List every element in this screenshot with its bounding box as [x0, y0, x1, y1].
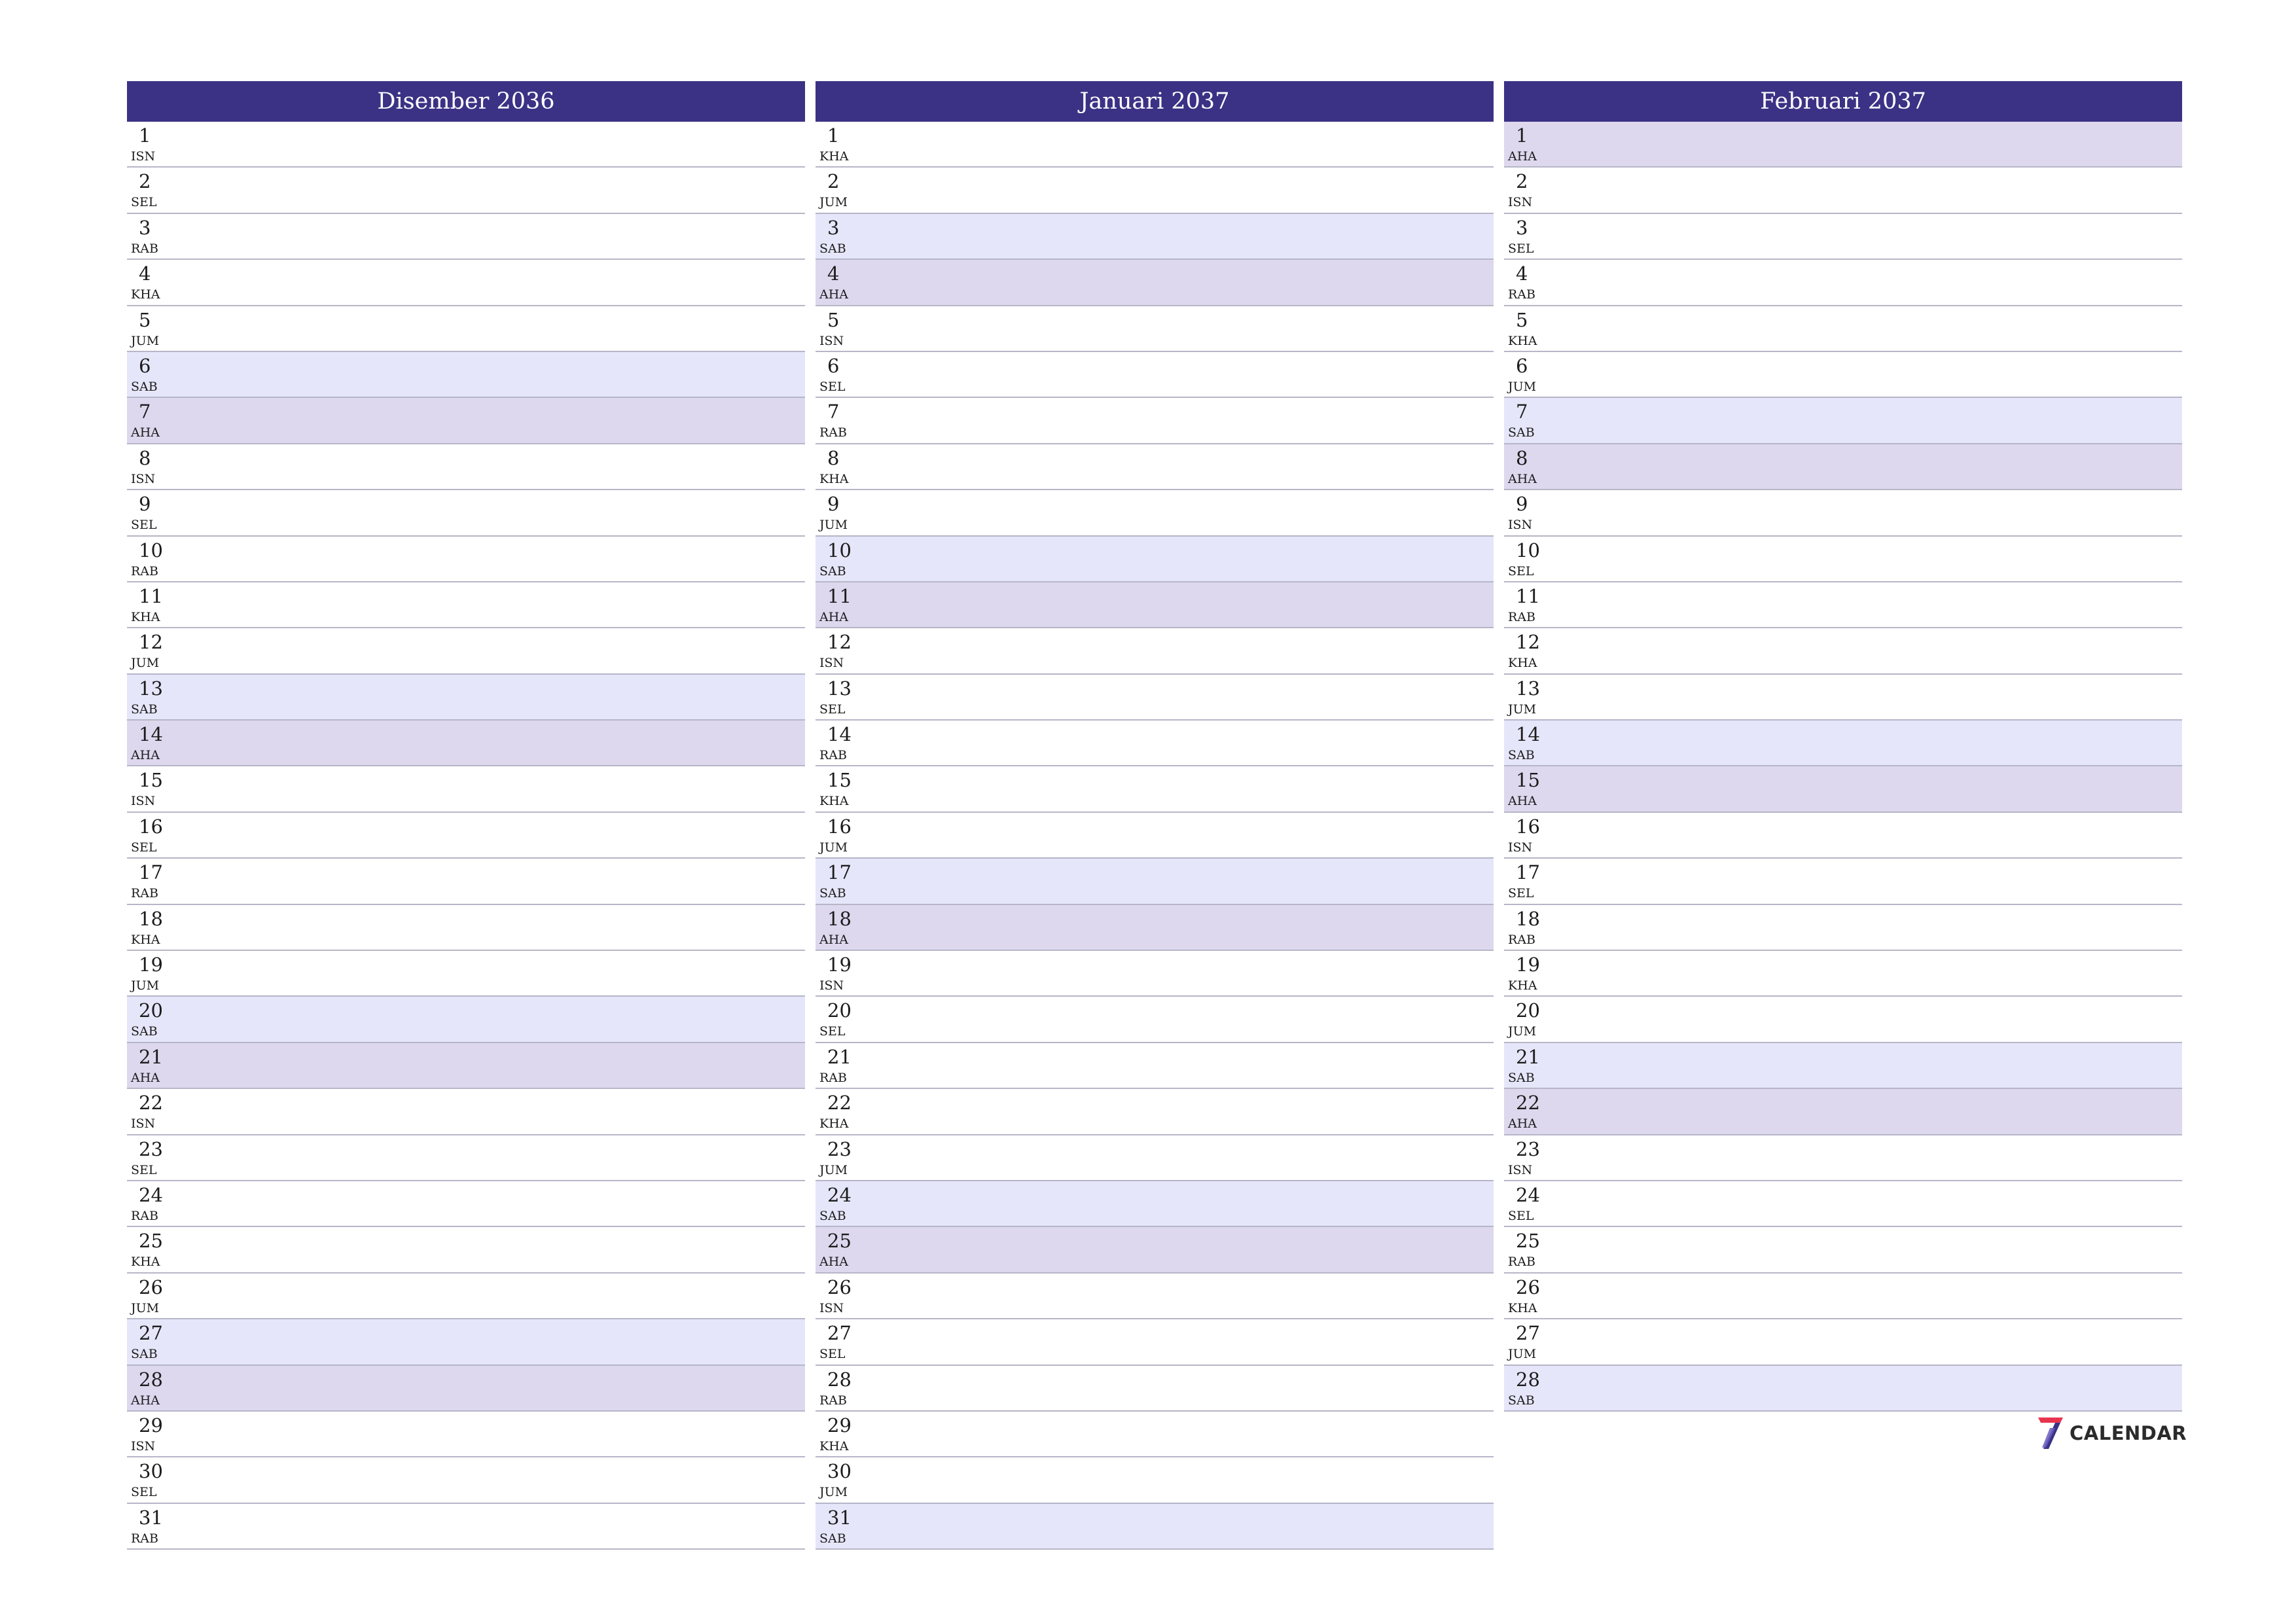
weekday-abbr: SEL	[819, 702, 846, 717]
weekday-abbr: SAB	[1508, 1070, 1535, 1085]
day-row	[127, 168, 805, 213]
weekday-abbr: SEL	[131, 1162, 157, 1177]
day-row	[816, 582, 1494, 628]
weekday-abbr: JUM	[131, 1300, 160, 1315]
day-number: 29	[139, 1414, 163, 1436]
day-number: 12	[827, 631, 852, 654]
day-number: 26	[139, 1275, 163, 1298]
day-row	[127, 1089, 805, 1135]
day-row	[1504, 260, 2182, 306]
weekday-abbr: AHA	[1508, 149, 1537, 164]
day-row	[816, 1089, 1494, 1135]
weekday-abbr: RAB	[1508, 287, 1535, 302]
day-number: 4	[1516, 262, 1528, 285]
day-number: 25	[1516, 1230, 1540, 1253]
weekday-abbr: KHA	[1508, 333, 1537, 348]
weekday-abbr: SEL	[131, 840, 157, 855]
weekday-abbr: RAB	[1508, 1255, 1535, 1270]
day-row	[127, 675, 805, 721]
day-number: 6	[1516, 354, 1528, 377]
weekday-abbr: SAB	[819, 886, 846, 901]
day-row	[127, 721, 805, 766]
weekday-abbr: SAB	[131, 1024, 158, 1039]
day-row	[816, 1457, 1494, 1503]
weekday-abbr: ISN	[131, 1438, 156, 1454]
month-title: Februari 2037	[1504, 81, 2182, 122]
day-row	[127, 1366, 805, 1412]
weekday-abbr: ISN	[819, 978, 844, 993]
day-number: 15	[1516, 769, 1540, 792]
day-number: 14	[827, 723, 852, 746]
day-number: 31	[139, 1506, 163, 1529]
day-number: 29	[827, 1414, 852, 1436]
weekday-abbr: RAB	[819, 1070, 847, 1085]
day-row	[1504, 1366, 2182, 1412]
day-number: 9	[827, 493, 840, 516]
day-number: 16	[827, 815, 852, 838]
brand-text: CALENDAR	[2070, 1422, 2187, 1444]
weekday-abbr: ISN	[131, 149, 156, 164]
weekday-abbr: JUM	[819, 840, 848, 855]
day-number: 21	[1516, 1045, 1540, 1068]
day-number: 24	[827, 1183, 852, 1206]
day-row	[816, 168, 1494, 213]
day-row	[816, 537, 1494, 582]
day-number: 9	[139, 493, 151, 516]
day-row	[816, 306, 1494, 352]
weekday-abbr: JUM	[131, 656, 160, 671]
day-row	[127, 859, 805, 904]
day-number: 15	[139, 769, 163, 792]
day-row	[816, 444, 1494, 490]
day-number: 17	[139, 861, 163, 884]
weekday-abbr: KHA	[819, 794, 849, 809]
day-number: 31	[827, 1506, 852, 1529]
day-number: 6	[139, 354, 151, 377]
day-number: 2	[139, 170, 151, 193]
day-number: 14	[1516, 723, 1540, 746]
weekday-abbr: SEL	[819, 1347, 846, 1362]
weekday-abbr: JUM	[819, 518, 848, 533]
day-row	[127, 122, 805, 168]
weekday-abbr: ISN	[1508, 518, 1533, 533]
month-title: Disember 2036	[127, 81, 805, 122]
day-number: 19	[1516, 954, 1540, 976]
day-number: 12	[139, 631, 163, 654]
day-number: 10	[827, 539, 852, 562]
weekday-abbr: AHA	[1508, 794, 1537, 809]
day-number: 19	[827, 954, 852, 976]
weekday-abbr: JUM	[819, 1162, 848, 1177]
day-number: 7	[827, 401, 840, 423]
day-row	[127, 582, 805, 628]
calendar	[127, 81, 2182, 1554]
weekday-abbr: ISN	[819, 333, 844, 348]
day-number: 26	[1516, 1275, 1540, 1298]
day-number: 28	[139, 1368, 163, 1391]
day-row	[1504, 582, 2182, 628]
day-row	[816, 398, 1494, 444]
day-number: 16	[139, 815, 163, 838]
day-number: 17	[1516, 861, 1540, 884]
day-number: 12	[1516, 631, 1540, 654]
weekday-abbr: RAB	[131, 886, 158, 901]
day-number: 4	[827, 262, 840, 285]
weekday-abbr: AHA	[1508, 1116, 1537, 1132]
weekday-abbr: JUM	[131, 333, 160, 348]
weekday-abbr: AHA	[1508, 471, 1537, 486]
weekday-abbr: SAB	[819, 563, 846, 579]
day-row	[1504, 168, 2182, 213]
day-row	[816, 1135, 1494, 1181]
day-number: 4	[139, 262, 151, 285]
day-row	[1504, 628, 2182, 674]
day-row	[127, 1412, 805, 1457]
month-column-1	[127, 81, 805, 1550]
weekday-abbr: SAB	[1508, 748, 1535, 763]
day-row	[127, 905, 805, 951]
weekday-abbr: ISN	[131, 471, 156, 486]
day-number: 5	[1516, 308, 1528, 331]
day-number: 22	[139, 1092, 163, 1115]
weekday-abbr: SEL	[1508, 241, 1534, 256]
day-row	[816, 997, 1494, 1043]
weekday-abbr: KHA	[1508, 656, 1537, 671]
day-row	[1504, 1181, 2182, 1227]
day-row	[816, 766, 1494, 812]
weekday-abbr: RAB	[1508, 609, 1535, 624]
day-number: 30	[139, 1460, 163, 1483]
day-row	[127, 997, 805, 1043]
weekday-abbr: SAB	[1508, 425, 1535, 440]
weekday-abbr: SEL	[131, 518, 157, 533]
day-row	[1504, 490, 2182, 536]
day-row	[816, 1181, 1494, 1227]
day-row	[816, 1366, 1494, 1412]
day-number: 22	[1516, 1092, 1540, 1115]
day-number: 14	[139, 723, 163, 746]
day-number: 21	[139, 1045, 163, 1068]
day-number: 16	[1516, 815, 1540, 838]
day-row	[127, 1043, 805, 1089]
weekday-abbr: ISN	[131, 794, 156, 809]
day-row	[127, 352, 805, 398]
weekday-abbr: RAB	[1508, 932, 1535, 947]
day-row	[1504, 1274, 2182, 1319]
day-number: 8	[139, 446, 151, 469]
day-row	[1504, 1089, 2182, 1135]
day-number: 7	[1516, 401, 1528, 423]
day-row	[816, 122, 1494, 168]
day-row	[127, 444, 805, 490]
day-row	[1504, 859, 2182, 904]
day-row	[1504, 905, 2182, 951]
day-number: 27	[1516, 1322, 1540, 1345]
day-row	[127, 813, 805, 859]
day-number: 9	[1516, 493, 1528, 516]
day-list	[816, 122, 1494, 1550]
day-number: 21	[827, 1045, 852, 1068]
day-number: 28	[827, 1368, 852, 1391]
month-column-2	[816, 81, 1494, 1550]
weekday-abbr: SEL	[131, 1485, 157, 1500]
weekday-abbr: ISN	[1508, 840, 1533, 855]
day-number: 30	[827, 1460, 852, 1483]
weekday-abbr: JUM	[1508, 379, 1537, 394]
weekday-abbr: AHA	[131, 1393, 160, 1408]
weekday-abbr: RAB	[819, 425, 847, 440]
weekday-abbr: SEL	[1508, 563, 1534, 579]
day-number: 23	[827, 1137, 852, 1160]
day-number: 11	[1516, 584, 1540, 607]
day-row	[1504, 1043, 2182, 1089]
day-row	[1504, 537, 2182, 582]
day-number: 27	[139, 1322, 163, 1345]
weekday-abbr: JUM	[819, 1485, 848, 1500]
weekday-abbr: KHA	[131, 287, 160, 302]
day-number: 10	[1516, 539, 1540, 562]
day-number: 11	[827, 584, 852, 607]
day-row	[816, 1274, 1494, 1319]
weekday-abbr: KHA	[1508, 1300, 1537, 1315]
day-number: 24	[139, 1183, 163, 1206]
day-row	[1504, 1135, 2182, 1181]
day-row	[127, 1181, 805, 1227]
weekday-abbr: RAB	[131, 241, 158, 256]
weekday-abbr: SAB	[131, 379, 158, 394]
weekday-abbr: KHA	[819, 471, 849, 486]
day-row	[127, 306, 805, 352]
day-row	[127, 1504, 805, 1550]
day-number: 13	[827, 677, 852, 700]
day-row	[127, 214, 805, 260]
day-number: 3	[139, 216, 151, 239]
day-row	[127, 398, 805, 444]
day-number: 20	[827, 999, 852, 1022]
day-row	[816, 260, 1494, 306]
day-number: 2	[827, 170, 840, 193]
day-row	[1504, 813, 2182, 859]
day-row	[127, 628, 805, 674]
weekday-abbr: KHA	[131, 609, 160, 624]
day-number: 17	[827, 861, 852, 884]
day-row	[1504, 352, 2182, 398]
weekday-abbr: KHA	[819, 1438, 849, 1454]
day-row	[1504, 766, 2182, 812]
day-row	[1504, 1227, 2182, 1273]
day-row	[816, 1412, 1494, 1457]
weekday-abbr: SAB	[131, 702, 158, 717]
month-column-3	[1504, 81, 2182, 1412]
day-row	[127, 1135, 805, 1181]
day-number: 18	[1516, 907, 1540, 930]
weekday-abbr: SEL	[1508, 886, 1534, 901]
weekday-abbr: SAB	[819, 1531, 846, 1546]
weekday-abbr: RAB	[131, 1531, 158, 1546]
weekday-abbr: KHA	[131, 932, 160, 947]
day-row	[816, 214, 1494, 260]
day-row	[816, 628, 1494, 674]
day-number: 13	[1516, 677, 1540, 700]
weekday-abbr: RAB	[131, 563, 158, 579]
day-number: 20	[139, 999, 163, 1022]
day-number: 11	[139, 584, 163, 607]
weekday-abbr: KHA	[131, 1255, 160, 1270]
seven-logo-icon	[2036, 1415, 2066, 1452]
day-row	[127, 1227, 805, 1273]
day-number: 5	[827, 308, 840, 331]
day-number: 24	[1516, 1183, 1540, 1206]
day-number: 1	[139, 124, 151, 147]
weekday-abbr: JUM	[131, 978, 160, 993]
day-row	[816, 813, 1494, 859]
day-number: 26	[827, 1275, 852, 1298]
weekday-abbr: SEL	[1508, 1208, 1534, 1223]
day-number: 2	[1516, 170, 1528, 193]
day-number: 8	[827, 446, 840, 469]
day-number: 25	[827, 1230, 852, 1253]
weekday-abbr: SEL	[819, 1024, 846, 1039]
day-number: 18	[827, 907, 852, 930]
day-number: 20	[1516, 999, 1540, 1022]
day-number: 22	[827, 1092, 852, 1115]
day-number: 27	[827, 1322, 852, 1345]
day-row	[1504, 1319, 2182, 1365]
day-row	[816, 721, 1494, 766]
weekday-abbr: RAB	[131, 1208, 158, 1223]
day-row	[816, 1504, 1494, 1550]
weekday-abbr: SAB	[1508, 1393, 1535, 1408]
day-row	[127, 537, 805, 582]
weekday-abbr: AHA	[819, 1255, 849, 1270]
day-number: 18	[139, 907, 163, 930]
day-row	[127, 1274, 805, 1319]
day-row	[127, 490, 805, 536]
day-row	[816, 859, 1494, 904]
day-row	[816, 905, 1494, 951]
weekday-abbr: KHA	[1508, 978, 1537, 993]
day-row	[816, 1043, 1494, 1089]
day-row	[816, 675, 1494, 721]
weekday-abbr: ISN	[131, 1116, 156, 1132]
day-row	[1504, 675, 2182, 721]
day-number: 3	[827, 216, 840, 239]
weekday-abbr: AHA	[131, 425, 160, 440]
day-number: 13	[139, 677, 163, 700]
day-row	[1504, 997, 2182, 1043]
day-number: 23	[139, 1137, 163, 1160]
weekday-abbr: SAB	[819, 241, 846, 256]
weekday-abbr: AHA	[131, 1070, 160, 1085]
day-row	[127, 1319, 805, 1365]
weekday-abbr: JUM	[1508, 1024, 1537, 1039]
day-row	[1504, 721, 2182, 766]
weekday-abbr: RAB	[819, 748, 847, 763]
day-list	[1504, 122, 2182, 1412]
month-title: Januari 2037	[816, 81, 1494, 122]
day-number: 10	[139, 539, 163, 562]
weekday-abbr: SEL	[131, 195, 157, 210]
day-row	[1504, 398, 2182, 444]
day-row	[127, 951, 805, 997]
weekday-abbr: JUM	[819, 195, 848, 210]
weekday-abbr: ISN	[819, 1300, 844, 1315]
day-list	[127, 122, 805, 1550]
weekday-abbr: ISN	[1508, 195, 1533, 210]
day-row	[816, 352, 1494, 398]
day-row	[1504, 122, 2182, 168]
weekday-abbr: AHA	[819, 287, 849, 302]
day-number: 1	[827, 124, 840, 147]
day-row	[816, 1319, 1494, 1365]
day-row	[1504, 306, 2182, 352]
weekday-abbr: ISN	[819, 656, 844, 671]
weekday-abbr: AHA	[819, 932, 849, 947]
weekday-abbr: KHA	[819, 1116, 849, 1132]
day-number: 7	[139, 401, 151, 423]
day-row	[816, 951, 1494, 997]
day-number: 1	[1516, 124, 1528, 147]
weekday-abbr: KHA	[819, 149, 849, 164]
brand-logo	[2036, 1415, 2187, 1452]
day-number: 5	[139, 308, 151, 331]
day-row	[1504, 951, 2182, 997]
day-number: 19	[139, 954, 163, 976]
weekday-abbr: AHA	[819, 609, 849, 624]
day-number: 15	[827, 769, 852, 792]
day-row	[127, 1457, 805, 1503]
weekday-abbr: JUM	[1508, 1347, 1537, 1362]
day-number: 8	[1516, 446, 1528, 469]
day-number: 6	[827, 354, 840, 377]
day-row	[1504, 444, 2182, 490]
weekday-abbr: ISN	[1508, 1162, 1533, 1177]
day-row	[127, 260, 805, 306]
day-number: 23	[1516, 1137, 1540, 1160]
weekday-abbr: SAB	[131, 1347, 158, 1362]
day-number: 25	[139, 1230, 163, 1253]
weekday-abbr: JUM	[1508, 702, 1537, 717]
day-row	[127, 766, 805, 812]
weekday-abbr: AHA	[131, 748, 160, 763]
weekday-abbr: SAB	[819, 1208, 846, 1223]
day-row	[1504, 214, 2182, 260]
weekday-abbr: SEL	[819, 379, 846, 394]
weekday-abbr: RAB	[819, 1393, 847, 1408]
day-row	[816, 1227, 1494, 1273]
day-row	[816, 490, 1494, 536]
day-number: 3	[1516, 216, 1528, 239]
day-number: 28	[1516, 1368, 1540, 1391]
